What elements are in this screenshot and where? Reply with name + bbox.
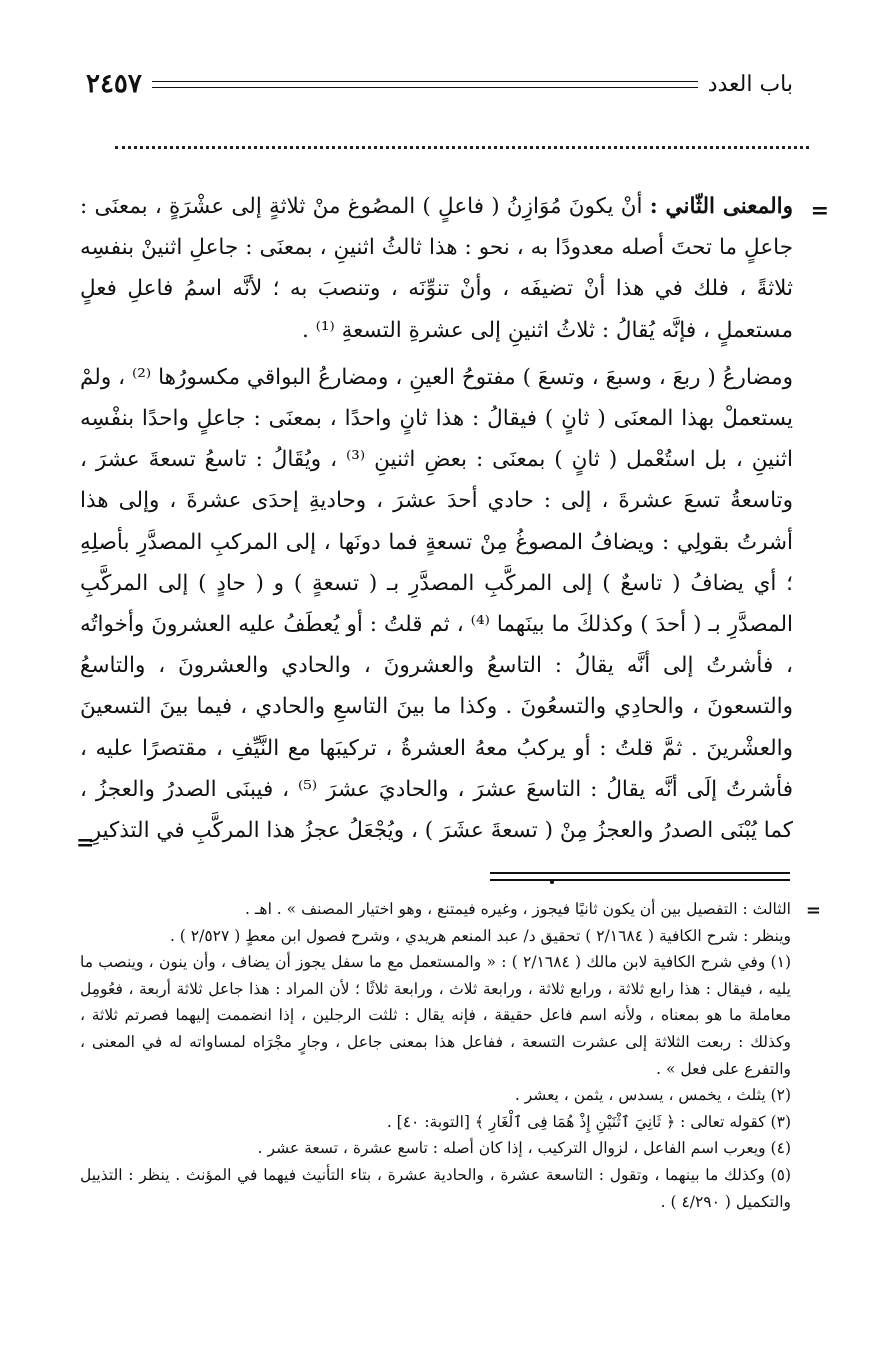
continuation-mark-end: = <box>76 830 95 856</box>
page-number: ٢٤٥٧ <box>86 69 142 99</box>
continuation-mark-start: = <box>810 198 829 224</box>
footnote-3: (٣) كقوله تعالى : ﴿ ثَانِيَ ٱثْنَيْنِ إِذْ هُمَا فِى ٱلْغَارِ ﴾ [التوبة: ٤٠] . <box>386 1112 791 1131</box>
footnote-4: (٤) ويعرب اسم الفاعل ، لزوال التركيب ، إذا كان أصله : تاسع عشرة ، تسعة عشر . <box>257 1139 791 1158</box>
header-rule <box>152 81 698 88</box>
paragraph-1-lead: والمعنى الثّاني : <box>649 194 793 219</box>
footnote-5: (٥) وكذلك ما بينهما ، وتقول : التاسعة عشرة ، والحادية عشرة ، بتاء التأنيث فيهما في المؤنث . ينظر : التذييل والتكميل ( ٤/٢٩٠ ) . <box>80 1165 791 1211</box>
chapter-title: باب العدد <box>707 71 793 97</box>
paragraph-2: ومضارعُ ( ربعَ ، وسبعَ ، وتسعَ ) مفتوحُ العينِ ، ومضارعُ البواقي مكسورُها ⁽²⁾ ، ولمْ يستعملْ بهذا المعنَى ( ثانٍ ) فيقالُ : هذا ثانٍ واحدًا ، بمعنَى : جاعلٍ واحدًا بنفْسِه اثنينِ ، بل استُعْمل ( ثانٍ ) بمعنَى : بعضِ اثنينِ ⁽³⁾ ، ويُقَالُ : تاسعُ تسعةَ عشرَ ، وتاسعةُ تسعَ عشرةَ ، إلى : حادي أحدَ عشرَ ، وحاديةِ إحدَى عشرةَ ، وإلى هذا أشرتُ بقولِي : ويضافُ المصوغُ مِنْ تسعةٍ فما دونَها ، إلى المركبِ المصدَّرِ بأصلِهِ ؛ أي يضافُ ( تاسعٌ ) إلى المركَّبِ المصدَّرِ بـ ( تسعةٍ ) و ( حادٍ ) إلى المركَّبِ المصدَّرِ بـ ( أحدَ ) وكذلكَ ما بينَهما ⁽⁴⁾ ، ثم قلتُ : أو يُعطَفُ عليه العشرونَ وأخواتُه ، فأشرتُ إلى أنَّه يقالُ : التاسعُ والعشرونَ ، والحادي والعشرونَ ، والتاسعُ والتسعونَ ، والحادِي والتسعُونَ . وكذا ما بينَ التاسعِ والحادي ، فيما بينَ التسعينَ والعشْرينَ . ثمَّ قلتُ : أو يركبُ معهُ العشرةُ ، تركيبَها مع النَّيِّفِ ، مقتصرًا عليه ، فأشرتُ إلَى أنَّه يقالُ : التاسعَ عشرَ ، والحاديَ عشرَ ⁽⁵⁾ ، فيبنَى الصدرُ والعجزُ ، كما يُبْنَى الصدرُ والعجزُ مِنْ ( تسعةَ عشَرَ ) ، ويُجْعَلُ عجزُ هذا المركَّبِ في التذكيرِ <box>80 364 793 844</box>
footnote-1: (١) وفي شرح الكافية لابن مالك ( ٢/١٦٨٤ ) : « والمستعمل مع ما سفل يجوز أن يضاف ، وأن ينون ، وينصب ما يليه ، فيقال : هذا رابع ثلاثة ، ورابع ثلاثة ، ورابعة ثلاث ، ورابعة ثلاثًا ؛ لأن المراد : هذا جاعل ثلاثة أربعة ، فعُومِل معاملة ما هو بمعناه ، ولأنه اسم فاعل حقيقة ، فإنه يقال : ثلثت الرجلين ، إذا انضممت إليهما فصرتم ثلاثة ، وكذلك : ربعت الثلاثة إلى عشرت التسعة ، ففاعل هذا بمعنى جاعل ، وجارٍ مجْرَاه لمساواته له في المعنى ، والتفرع على فعل » . <box>80 953 791 1078</box>
footnote-carryover-1: الثالث : التفصيل بين أن يكون ثانيًا فيجوز ، وغيره فيمتنع ، وهو اختيار المصنف » . اهـ . <box>245 900 791 918</box>
paragraph-1-text: أنْ يكونَ مُوَازِنُ ( فاعلٍ ) المصُوغ منْ ثلاثةٍ إلى عشْرَةٍ ، بمعنَى : جاعلٍ ما تحتَ أصله معدودًا به ، نحو : هذا ثالثُ اثنينِ ، بمعنَى : جاعلِ اثنينْ بنفسِه ثلاثةً ، فلك في هذا أنْ تضيفَه ، وأنْ تنوِّنَه ، وتنصبَ به ؛ لأنَّه اسمُ فاعلِ فعلٍ مستعملٍ ، فإنَّه يُقالُ : ثلاثُ اثنينِ إلى عشرةِ التسعةِ ⁽¹⁾ . <box>80 194 793 343</box>
main-text <box>80 186 793 851</box>
footnote-2: (٢) يثلث ، يخمس ، يسدس ، يثمن ، يعشر . <box>514 1086 791 1105</box>
dotted-divider <box>115 146 809 149</box>
separator-dot <box>550 880 554 884</box>
running-header <box>86 64 793 104</box>
paragraph-1 <box>80 186 793 351</box>
footnote-continuation-mark: = <box>805 900 821 921</box>
footnote-separator <box>490 872 790 881</box>
footnote-carryover-2: وينظر : شرح الكافية ( ٢/١٦٨٤ ) تحقيق د/ عبد المنعم هريدي ، وشرح فصول ابن معطٍ ( ٢/٥٢٧ ) . <box>169 926 791 945</box>
footnotes <box>80 896 821 1215</box>
